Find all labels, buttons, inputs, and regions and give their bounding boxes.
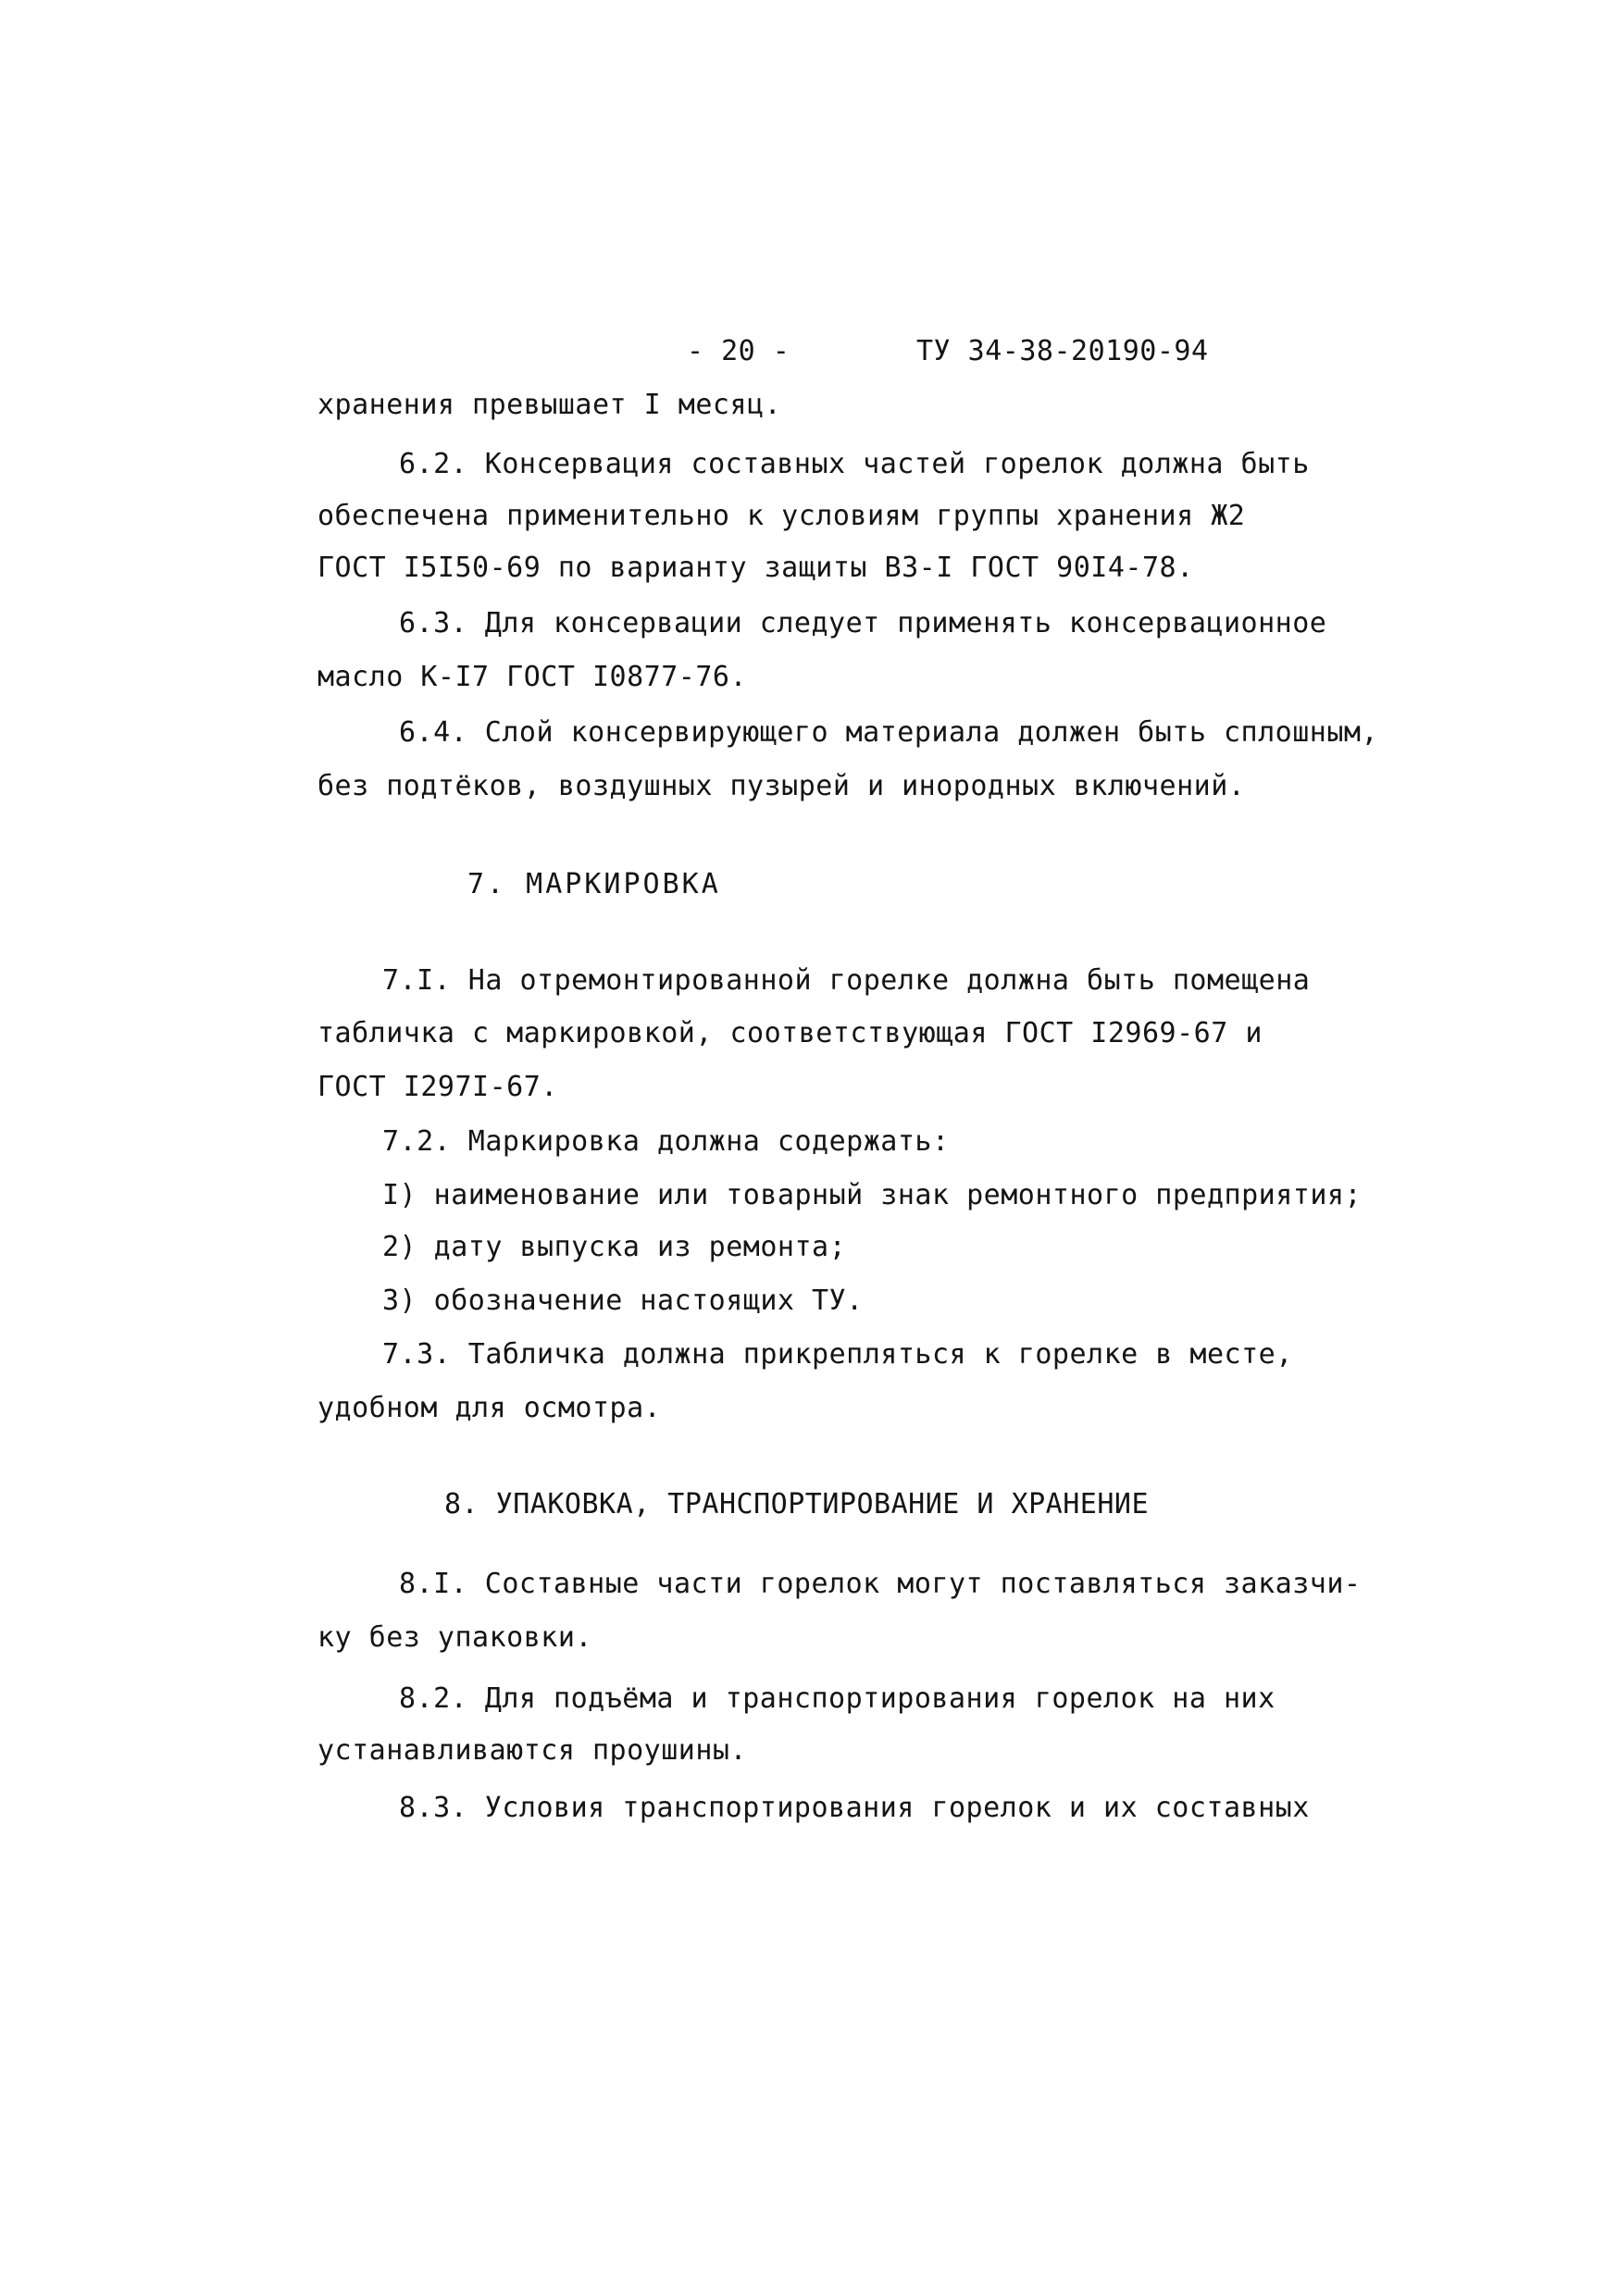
paragraph-7-2: 7.2. Маркировка должна содержать: (382, 1125, 950, 1158)
paragraph-6-2: 6.2. Консервация составных частей горелок должна быть (399, 448, 1310, 480)
text-line: ку без упаковки. (317, 1621, 592, 1654)
paragraph-6-4: 6.4. Слой консервирующего материала должен быть сплошным, (399, 716, 1379, 749)
text-line: обеспечена применительно к условиям группы хранения Ж2 (317, 500, 1246, 532)
page-number: - 20 - (687, 335, 790, 367)
section-heading-packaging: 8. УПАКОВКА, ТРАНСПОРТИРОВАНИЕ И ХРАНЕНИЕ (444, 1488, 1150, 1520)
paragraph-7-1: 7.I. На отремонтированной горелке должна быть помещена (382, 964, 1311, 997)
text-line: масло К-I7 ГОСТ I0877-76. (317, 661, 748, 693)
document-code: ТУ 34-38-20190-94 (916, 335, 1209, 367)
text-line: ГОСТ I297I-67. (317, 1071, 558, 1103)
list-item: I) наименование или товарный знак ремонтного предприятия; (382, 1179, 1363, 1211)
text-line: без подтёков, воздушных пузырей и инородных включений. (317, 770, 1246, 802)
paragraph-6-3: 6.3. Для консервации следует применять консервационное (399, 607, 1327, 639)
text-line: хранения превышает I месяц. (317, 389, 782, 421)
text-line: ГОСТ I5I50-69 по варианту защиты ВЗ-I ГОСТ 90I4-78. (317, 552, 1194, 584)
paragraph-8-1: 8.I. Составные части горелок могут поставляться заказчи- (399, 1568, 1362, 1600)
paragraph-8-3: 8.3. Условия транспортирования горелок и их составных (399, 1792, 1310, 1824)
paragraph-8-2: 8.2. Для подъёма и транспортирования горелок на них (399, 1682, 1276, 1715)
section-heading-marking: 7. МАРКИРОВКА (467, 868, 721, 900)
text-line: устанавливаются проушины. (317, 1734, 748, 1767)
text-line: удобном для осмотра. (317, 1392, 662, 1424)
text-line: табличка с маркировкой, соответствующая ГОСТ I2969-67 и (317, 1017, 1263, 1049)
paragraph-7-3: 7.3. Табличка должна прикрепляться к горелке в месте, (382, 1338, 1293, 1371)
list-item: 2) дату выпуска из ремонта; (382, 1231, 847, 1263)
list-item: 3) обозначение настоящих ТУ. (382, 1285, 864, 1317)
